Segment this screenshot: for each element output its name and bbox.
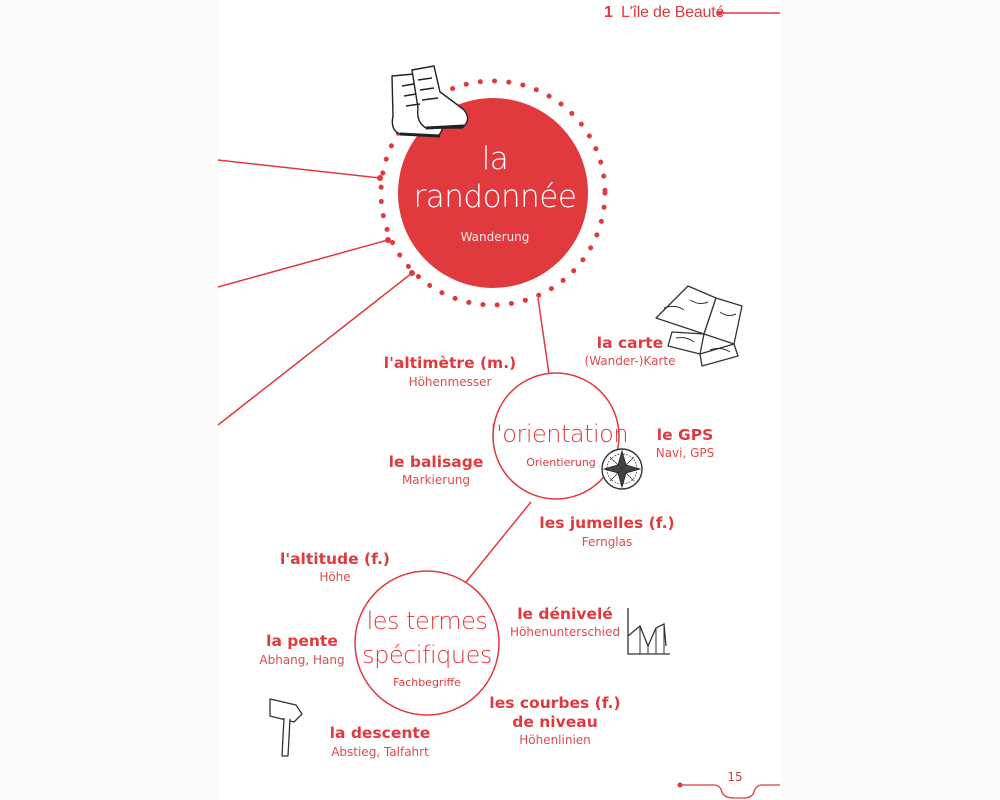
- vocab-term: les jumelles (f.): [539, 514, 675, 532]
- vocab-translation: Fernglas: [581, 535, 633, 549]
- vocab-translation: Höhe: [319, 570, 351, 584]
- vocab-translation: Höhenlinien: [519, 733, 591, 747]
- termes-node-title-line2: spécifiques: [362, 641, 492, 669]
- chapter-header: [604, 4, 724, 22]
- vocab-translation: Abhang, Hang: [259, 653, 345, 667]
- vocab-translation: Markierung: [401, 473, 471, 487]
- vocab-translation: Höhenunterschied: [510, 625, 620, 639]
- vocab-term: [480, 694, 630, 732]
- chapter-title: L'île de Beauté: [620, 4, 725, 21]
- termes-node-title: [360, 604, 494, 672]
- vocab-term: le balisage: [388, 453, 484, 471]
- vocab-term: le GPS: [656, 426, 714, 444]
- termes-node-title-line1: les termes: [366, 607, 488, 635]
- vocab-term: la descente: [329, 724, 431, 742]
- connector-line-3: [218, 273, 412, 425]
- vocab-term: la pente: [266, 632, 338, 650]
- connector-main-orientation: [538, 298, 549, 374]
- connector-line-2: [218, 240, 388, 287]
- elevation-chart-icon: [628, 608, 670, 654]
- main-node-title: [400, 140, 590, 216]
- connector-line-1: [218, 160, 380, 178]
- connector-dot-1: [377, 175, 383, 181]
- signpost-icon: [270, 699, 302, 756]
- vocab-translation: Navi, GPS: [655, 446, 715, 460]
- footer-dot: [678, 783, 683, 788]
- vocab-term: l'altimètre (m.): [383, 354, 517, 372]
- footer-rule: [680, 785, 780, 798]
- orientation-node-title: l'orientation: [490, 420, 629, 448]
- vocab-term-line1: les courbes (f.): [489, 694, 621, 712]
- connector-dot-3: [409, 270, 415, 276]
- vocab-term: l'altitude (f.): [280, 550, 390, 568]
- hiking-boots-icon: [392, 66, 468, 136]
- chapter-number: 1: [604, 4, 613, 21]
- main-node-title-line1: la: [481, 141, 509, 177]
- compass-rose-icon: [602, 449, 642, 489]
- vocab-translation: Abstieg, Talfahrt: [331, 745, 429, 759]
- vocab-translation: (Wander-)Karte: [584, 354, 676, 368]
- connector-orientation-termes: [462, 502, 531, 587]
- termes-node-translation: Fachbegriffe: [393, 676, 461, 689]
- page-number: 15: [727, 770, 743, 784]
- vocab-translation: Höhenmesser: [408, 375, 492, 389]
- main-node-translation: Wanderung: [460, 230, 530, 244]
- orientation-node-translation: Orientierung: [526, 456, 596, 469]
- vocab-term: la carte: [596, 334, 664, 352]
- vocab-term: le dénivelé: [517, 605, 613, 623]
- main-node-title-line2: randonnée: [413, 179, 577, 215]
- vocab-term-line2: de niveau: [512, 713, 598, 731]
